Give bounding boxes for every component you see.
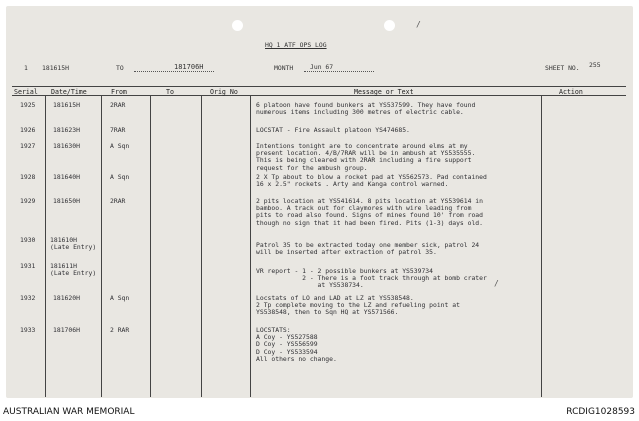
row-time: 181611H (Late Entry) — [50, 262, 97, 278]
row-message: VR report - 1 - 2 possible bunkers at YS539734 2 - There is a foot track through at bomb crater at YS538734. — [256, 267, 487, 290]
sheet-value: 255 — [589, 61, 601, 69]
row-message: 6 platoon have found bunkers at YS537599. They have found numerous items including 300 metres of electric cable. — [256, 101, 476, 117]
row-time: 181706H — [53, 326, 80, 334]
row-from: 2RAR — [110, 101, 126, 109]
row-serial: 1929 — [20, 197, 36, 205]
row-time: 181623H — [53, 126, 80, 134]
to-value: 181706H — [174, 63, 204, 71]
row-message: Locstats of LO and LAD at LZ at YS538548. 2 Tp complete moving to the LZ and refueling point at YS538548, then to Sqn HQ at YS571566. — [256, 294, 460, 317]
row-serial: 1930 — [20, 236, 36, 244]
row-serial: 1931 — [20, 262, 36, 270]
row-from: 2RAR — [110, 197, 126, 205]
footer-archive-name: AUSTRALIAN WAR MEMORIAL — [3, 407, 135, 417]
punch-hole — [384, 20, 395, 31]
row-time: 181650H — [53, 197, 80, 205]
from-value: 181615H — [42, 64, 69, 72]
row-serial: 1932 — [20, 294, 36, 302]
column-divider — [101, 95, 102, 397]
row-serial: 1933 — [20, 326, 36, 334]
row-message: Intentions tonight are to concentrate around elms at my present location. 4/B/7RAR will be in ambush at YS535555. This is being cleared with 2RAR including a fire support request for the ambush group. — [256, 142, 476, 172]
col-header-to: To — [166, 88, 174, 96]
row-message: LOCSTAT - Fire Assault platoon YS474685. — [256, 126, 410, 134]
row-time: 181630H — [53, 142, 80, 150]
row-from: 2 RAR — [110, 326, 130, 334]
column-divider — [541, 95, 542, 397]
row-time: 181640H — [53, 173, 80, 181]
row-message: Patrol 35 to be extracted today one member sick, patrol 24 will be inserted after extraction of patrol 35. — [256, 241, 480, 257]
col-header-serial: Serial — [14, 88, 38, 96]
row-serial: 1925 — [20, 101, 36, 109]
row-time: 181610H (Late Entry) — [50, 236, 97, 252]
row-message: LOCSTATS: A Coy - YS527588 D Coy - YS556599 D Coy - YS533594 All others no change. — [256, 326, 337, 363]
row-from: A Sqn — [110, 173, 130, 181]
pencil-mark: / — [416, 20, 421, 29]
row-time: 181620H — [53, 294, 80, 302]
col-header-action: Action — [559, 88, 583, 96]
row-time: 181615H — [53, 101, 80, 109]
month-dotted-line — [304, 71, 374, 72]
column-divider — [201, 95, 202, 397]
sheet-label: SHEET NO. — [545, 64, 580, 72]
col-header-datetime: Date/Time — [51, 88, 87, 96]
row-message: 2 X Tp about to blow a rocket pad at YS562573. Pad contained 16 x 2.5" rockets . Arty and Kanga control warned. — [256, 173, 487, 189]
row-from: A Sqn — [110, 294, 130, 302]
row-serial: 1927 — [20, 142, 36, 150]
column-divider — [250, 95, 251, 397]
row-from: A Sqn — [110, 142, 130, 150]
row-from: 7RAR — [110, 126, 126, 134]
col-header-orig-no: Orig No — [210, 88, 238, 96]
month-value: Jun 67 — [310, 63, 334, 71]
row-serial: 1928 — [20, 173, 36, 181]
to-dotted-line — [134, 71, 214, 72]
pencil-mark: / — [494, 279, 499, 288]
from-label: 1 — [24, 64, 28, 72]
footer-record-id: RCDIG1028593 — [566, 407, 635, 417]
col-header-from: From — [111, 88, 127, 96]
log-sheet — [6, 6, 633, 398]
log-title: HQ 1 ATF OPS LOG — [265, 41, 327, 49]
table-top-rule — [12, 86, 626, 87]
to-label: TO — [116, 64, 124, 72]
row-message: 2 pits location at YS541614. 8 pits location at YS539614 in bamboo. A track out for claymores with wire leading from pits to road also found. Signs of mines found 10' from road though no sign that it had been fired. Pits (1-3) days old. — [256, 197, 484, 227]
col-header-message: Message or Text — [354, 88, 414, 96]
column-divider — [45, 95, 46, 397]
row-serial: 1926 — [20, 126, 36, 134]
column-divider — [150, 95, 151, 397]
table-header-rule — [12, 95, 626, 96]
month-label: MONTH — [274, 64, 294, 72]
punch-hole — [232, 20, 243, 31]
